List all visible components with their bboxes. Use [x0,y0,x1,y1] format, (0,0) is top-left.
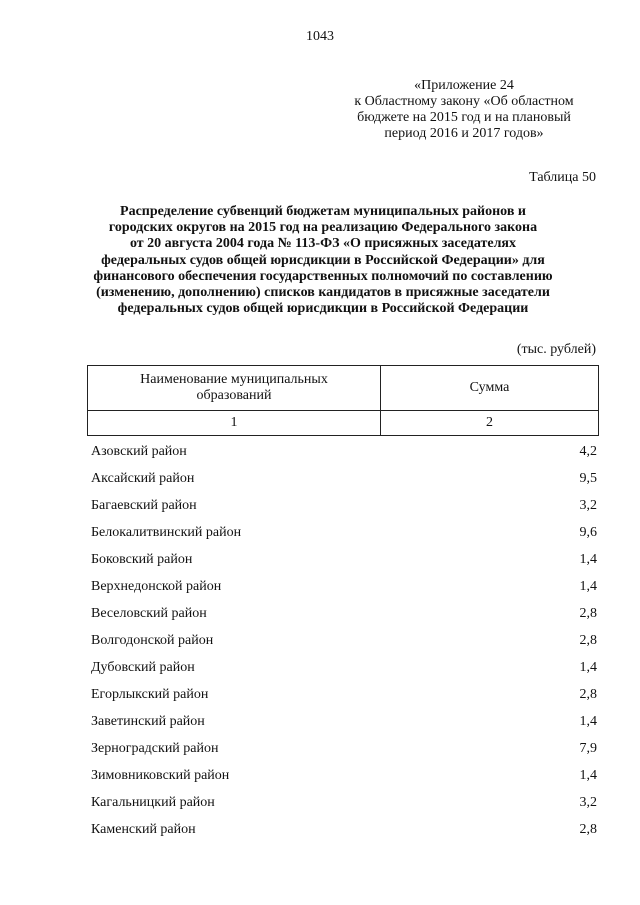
row-value: 2,8 [579,687,597,702]
table-row [91,438,597,465]
header-text: Наименование муниципальных [140,372,328,387]
appendix-note [330,78,598,142]
title-line: финансового обеспечения государственных полномочий по составлению [93,268,553,284]
row-name: Дубовский район [91,660,195,675]
row-value: 1,4 [579,660,597,675]
table-row [91,627,597,654]
row-value: 3,2 [579,498,597,513]
table-row [91,735,597,762]
table-row [91,519,597,546]
table-row [91,465,597,492]
title-line: федеральных судов общей юрисдикции в Российской Федерации» для [101,252,545,268]
row-name: Егорлыкский район [91,687,209,702]
appendix-line: бюджете на 2015 год и на плановый [357,110,571,125]
row-name: Верхнедонской район [91,579,222,594]
column-number-2: 2 [381,411,599,436]
row-value: 7,9 [579,741,597,756]
table-row [91,546,597,573]
table-header [87,365,599,436]
table-row [91,573,597,600]
page-number: 1043 [306,29,334,44]
appendix-line: к Областному закону «Об областном [354,94,574,109]
row-name: Веселовский район [91,606,207,621]
header-text: образований [196,388,272,403]
row-name: Багаевский район [91,498,197,513]
row-value: 1,4 [579,768,597,783]
row-value: 1,4 [579,552,597,567]
row-name: Азовский район [91,444,187,459]
row-name: Кагальницкий район [91,795,215,810]
row-name: Белокалитвинский район [91,525,242,540]
appendix-line: период 2016 и 2017 годов» [384,126,544,141]
row-value: 9,6 [579,525,597,540]
row-name: Боковский район [91,552,193,567]
table-row [91,708,597,735]
table-row [91,654,597,681]
table-row [91,789,597,816]
table-row [91,681,597,708]
row-name: Волгодонской район [91,633,214,648]
column-number-1: 1 [88,411,381,436]
title-line: федеральных судов общей юрисдикции в Российской Федерации [117,301,529,317]
table-label: Таблица 50 [529,170,596,185]
title-line: от 20 августа 2004 года № 113-ФЗ «О присяжных заседателях [129,236,517,252]
row-name: Зерноградский район [91,741,219,756]
table-row [91,762,597,789]
row-value: 1,4 [579,714,597,729]
row-value: 2,8 [579,633,597,648]
appendix-line: «Приложение 24 [414,78,514,93]
row-value: 2,8 [579,606,597,621]
table-row [91,492,597,519]
row-value: 9,5 [579,471,597,486]
row-name: Каменский район [91,822,196,837]
row-name: Аксайский район [91,471,195,486]
title-line: Распределение субвенций бюджетам муниципальных районов и [120,204,526,219]
row-value: 2,8 [579,822,597,837]
header-cell-sum: Сумма [381,366,599,411]
table-row [91,600,597,627]
table-row [91,816,597,843]
document-title [84,204,562,317]
row-value: 1,4 [579,579,597,594]
header-cell-name [88,366,381,411]
title-line: (изменению, дополнению) списков кандидатов в присяжные заседатели [96,285,550,301]
table-body [91,438,597,843]
row-name: Заветинский район [91,714,205,729]
row-value: 4,2 [579,444,597,459]
row-name: Зимовниковский район [91,768,230,783]
units-label: (тыс. рублей) [516,342,596,357]
row-value: 3,2 [579,795,597,810]
title-line: городских округов на 2015 год на реализацию Федерального закона [108,220,538,236]
